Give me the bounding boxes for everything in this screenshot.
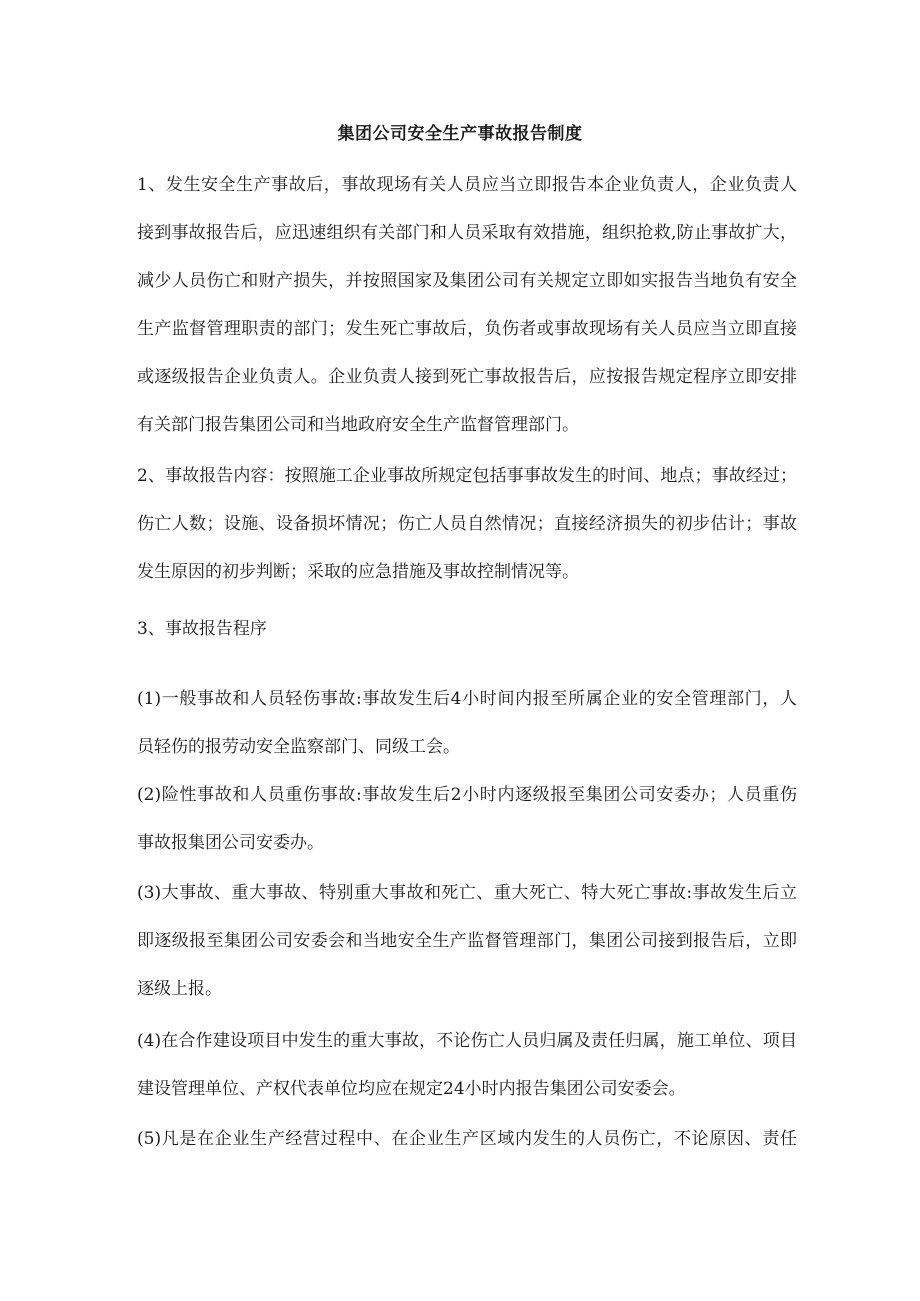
paragraph-2-line-1: 2、事故报告内容：按照施工企业事故所规定包括事事故发生的时间、地点；事故经过；	[137, 466, 797, 486]
paragraph-1-line-6: 有关部门报告集团公司和当地政府安全生产监督管理部门。	[137, 415, 579, 435]
item-2-line-2: 事故报集团公司安委办。	[137, 833, 324, 853]
paragraph-2-line-2: 伤亡人数；设施、设备损坏情况；伤亡人员自然情况；直接经济损失的初步估计；事故	[137, 514, 797, 534]
paragraph-1-line-2: 接到事故报告后，应迅速组织有关部门和人员采取有效措施，组织抢救,防止事故扩大，	[137, 223, 797, 243]
item-4-line-2: 建设管理单位、产权代表单位均应在规定24小时内报告集团公司安委会。	[137, 1079, 686, 1099]
paragraph-1-line-3: 减少人员伤亡和财产损失，并按照国家及集团公司有关规定立即如实报告当地负有安全	[137, 271, 797, 291]
item-2-line-1: (2)险性事故和人员重伤事故:事故发生后2小时内逐级报至集团公司安委办；人员重伤	[137, 785, 797, 805]
paragraph-1-line-1: 1、发生安全生产事故后，事故现场有关人员应当立即报告本企业负责人，企业负责人	[137, 175, 797, 195]
item-5-line-1: (5)凡是在企业生产经营过程中、在企业生产区域内发生的人员伤亡，不论原因、责任	[137, 1129, 797, 1149]
item-3-line-1: (3)大事故、重大事故、特别重大事故和死亡、重大死亡、特大死亡事故:事故发生后立	[137, 883, 797, 903]
paragraph-1-line-5: 或逐级报告企业负责人。企业负责人接到死亡事故报告后，应按报告规定程序立即安排	[137, 367, 797, 387]
item-1-line-1: (1)一般事故和人员轻伤事故:事故发生后4小时间内报至所属企业的安全管理部门，人	[137, 689, 797, 709]
item-3-line-3: 逐级上报。	[137, 979, 222, 999]
paragraph-2-line-3: 发生原因的初步判断；采取的应急措施及事故控制情况等。	[137, 562, 579, 582]
item-4-line-1: (4)在合作建设项目中发生的重大事故，不论伤亡人员归属及责任归属，施工单位、项目	[137, 1031, 797, 1051]
section-3-heading: 3、事故报告程序	[137, 619, 267, 639]
item-3-line-2: 即逐级报至集团公司安委会和当地安全生产监督管理部门，集团公司接到报告后，立即	[137, 931, 797, 951]
document-title: 集团公司安全生产事故报告制度	[337, 124, 583, 144]
item-1-line-2: 员轻伤的报劳动安全监察部门、同级工会。	[137, 737, 460, 757]
paragraph-1-line-4: 生产监督管理职责的部门；发生死亡事故后，负伤者或事故现场有关人员应当立即直接	[137, 319, 797, 339]
